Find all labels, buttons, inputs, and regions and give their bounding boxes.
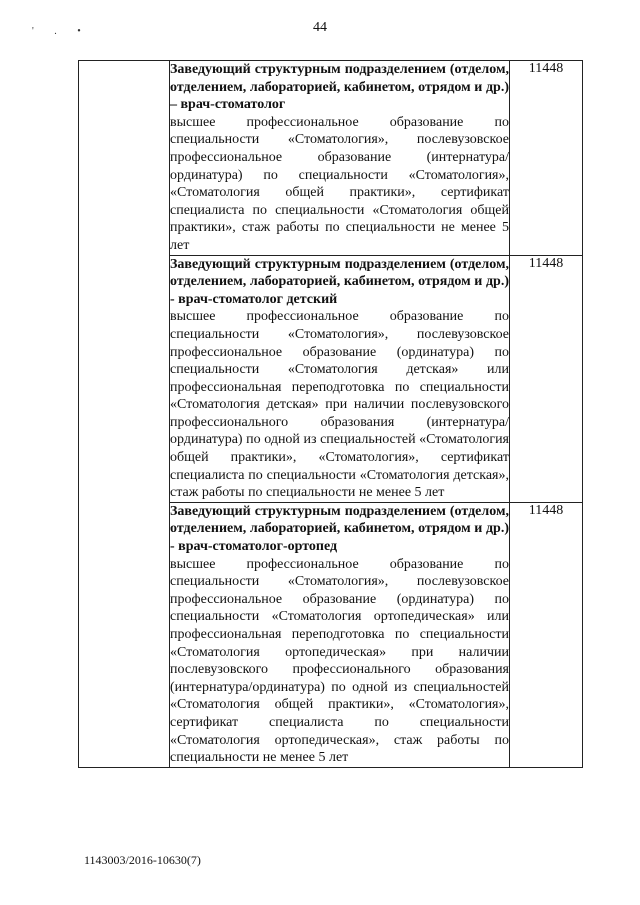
position-code: 11448 <box>510 255 583 502</box>
position-requirements: высшее профессиональное образование по специальности «Стоматология», послевузовское профессиональное образование (ординатура) по специальности «Стоматология детская» или профессиональная переподготовка по специальности «Стоматология детская» при наличии послевузовского профессионального образования (интернатура/ординатура) по одной из специальностей «Стоматология общей практики», «Стоматология», сертификат специалиста по специальности «Стоматология детская», стаж работы по специальности не менее 5 лет <box>170 309 509 501</box>
position-title: Заведующий структурным подразделением (отделом, отделением, лабораторией, кабинетом, отрядом и др.) - врач-стоматолог детский <box>170 256 509 307</box>
qualification-table <box>78 60 583 768</box>
position-cell <box>170 502 510 767</box>
page-number: 44 <box>313 20 327 35</box>
position-cell <box>170 255 510 502</box>
position-title: Заведующий структурным подразделением (отделом, отделением, лабораторией, кабинетом, отрядом и др.) - врач-стоматолог-ортопед <box>170 503 509 555</box>
position-cell <box>170 61 510 256</box>
position-requirements: высшее профессиональное образование по специальности «Стоматология», послевузовское профессиональное образование (ординатура) по специальности «Стоматология ортопедическая» или профессиональная переподготовка по специальности «Стоматология ортопедическая» при наличии послевузовского профессионального образования (интернатура/ординатура) по одной из специальностей «Стоматология общей практики», «Стоматология», сертификат специалиста по специальности «Стоматология ортопедическая», стаж работы по специальности не менее 5 лет <box>170 556 509 766</box>
document-footer-id: 1143003/2016-10630(7) <box>84 853 201 867</box>
position-title: Заведующий структурным подразделением (отделом, отделением, лабораторией, кабинетом, отрядом и др.) – врач-стоматолог <box>170 62 509 113</box>
position-code: 11448 <box>510 502 583 767</box>
table-row <box>79 61 583 256</box>
empty-cell <box>79 61 170 768</box>
position-code: 11448 <box>510 61 583 256</box>
position-requirements: высшее профессиональное образование по специальности «Стоматология», послевузовское профессиональное образование (интернатура/ординатура) по специальности «Стоматология», «Стоматология общей практики», сертификат специалиста по специальности «Стоматология общей практики», стаж работы по специальности не менее 5 лет <box>170 114 509 253</box>
scan-specks: ' . • <box>32 26 90 37</box>
